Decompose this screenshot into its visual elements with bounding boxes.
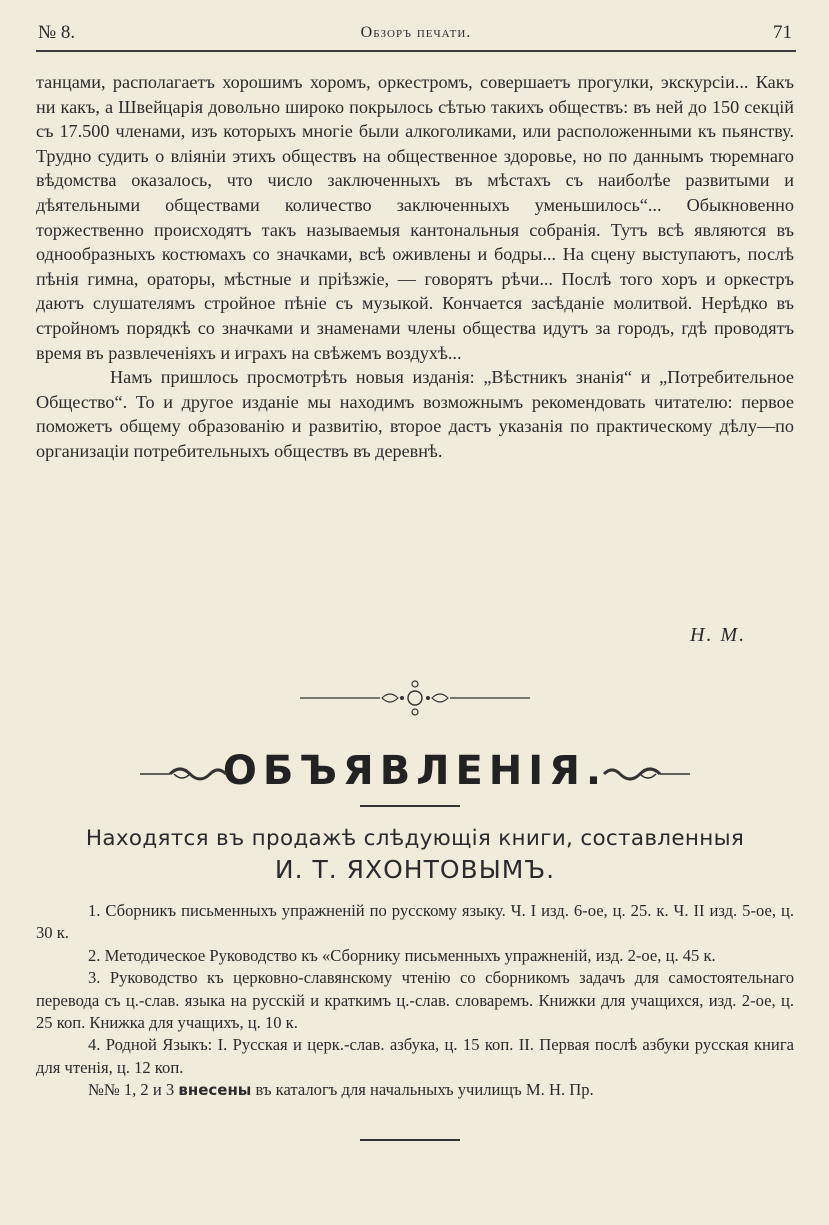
right-flourish-icon: [600, 762, 690, 786]
announcements-title: ОБЪЯВЛЕНІЯ.: [222, 748, 608, 794]
page-number: 71: [773, 22, 792, 43]
book-item: 4. Родной Языкъ: I. Русская и церк.-слав. азбука, ц. 15 коп. II. Первая послѣ азбуки русская книга для чтенія, ц. 12 коп.: [36, 1035, 794, 1077]
catalog-suffix: въ каталогъ для начальныхъ училищъ М. Н. Пр.: [255, 1080, 594, 1100]
ornament-divider-icon: [300, 678, 530, 718]
article-paragraph: Намъ пришлось просмотрѣть новыя изданія: „Вѣстникъ знанія“ и „Потребительное Общество“. То и другое изданіе мы находимъ возможнымъ рекомендовать читателю: первое поможетъ общему образованію и развитію, второе дастъ указанія по практическому дѣлу—по организаціи потребительныхъ обществъ въ деревнѣ.: [36, 367, 794, 461]
footer-rule: [360, 1139, 460, 1141]
book-item: 1. Сборникъ письменныхъ упражненій по русскому языку. Ч. I изд. 6-ое, ц. 25. к. Ч. II изд. 5-ое, ц. 30 к.: [36, 901, 794, 943]
catalog-bold: внесены: [178, 1081, 252, 1100]
running-title: Обзоръ печати.: [360, 24, 472, 41]
author-signature: Н. М.: [690, 624, 747, 646]
heading-rule: [360, 805, 460, 807]
article-body: [36, 70, 794, 464]
left-flourish-icon: [140, 762, 230, 786]
book-list: [36, 900, 794, 1102]
catalog-prefix: №№ 1, 2 и 3: [88, 1080, 175, 1100]
author-name: И. Т. ЯХОНТОВЫМЪ.: [274, 855, 556, 884]
catalog-note: [36, 1079, 794, 1101]
announcements-heading: [140, 748, 690, 808]
book-item: 3. Руководство къ церковно-славянскому чтенію со сборникомъ задачъ для самостоятельнаго перевода съ ц.-слав. языка на русскій и краткимъ ц.-слав. словаремъ. Книжки для учащихся, изд. 2-ое, ц. 25 коп. Книжка для учащихъ, ц. 10 к.: [36, 968, 794, 1033]
book-item: 2. Методическое Руководство къ «Сборнику письменныхъ упражненій, изд. 2-ое, ц. 45 к.: [88, 945, 716, 965]
issue-number: № 8.: [38, 22, 76, 43]
running-header: [36, 20, 796, 52]
sale-line: Находятся въ продажѣ слѣдующія книги, составленныя: [85, 826, 745, 851]
article-paragraph: танцами, располагаетъ хорошимъ хоромъ, оркестромъ, совершаетъ прогулки, экскурсіи... Какъ ни какъ, а Швейцарія довольно широко покрылось сѣтью такихъ обществъ: въ ней до 150 секцій съ 17.500 членами, изъ которыхъ многіе были алкоголиками, или расположенными къ пьянству. Трудно судить о вліяніи этихъ обществъ на общественное здоровье, но по даннымъ тюремнаго вѣдомства оказалось, что число заключенныхъ въ мѣстахъ съ наиболѣе развитыми и дѣятельными обществами количество заключенныхъ уменьшилось“... Обыкновенно торжественно происходятъ такъ называемыя кантональныя собранія. Тутъ всѣ являются въ однообразныхъ костюмахъ со значками, всѣ оживлены и бодры... На сцену выступаютъ, послѣ пѣнія гимна, ораторы, мѣстные и пріѣзжіе, — говорятъ рѣчи... Послѣ того хоръ и оркестръ даютъ слушателямъ стройное пѣніе съ музыкой. Кончается засѣданіе молитвой. Нерѣдко въ стройномъ порядкѣ со значками и знаменами члены общества идутъ за городъ, гдѣ проводятъ время въ развлеченіяхъ и играхъ на свѣжемъ воздухѣ...: [36, 72, 794, 363]
